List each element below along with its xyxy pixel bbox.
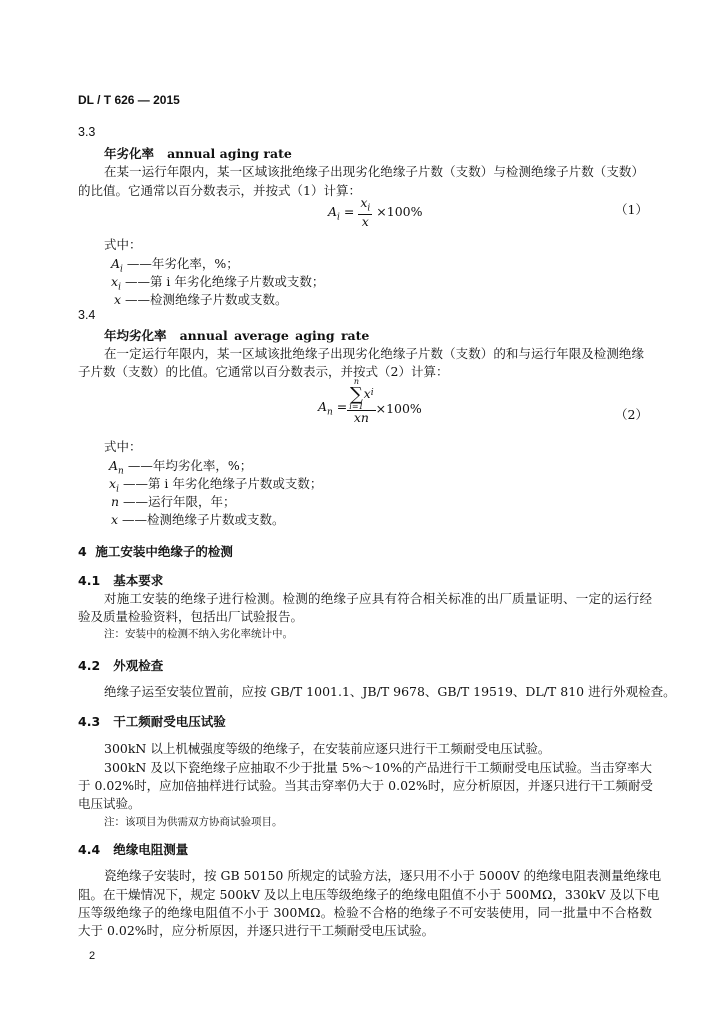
section-title-3-3	[104, 144, 292, 162]
paragraph-line: 验及质量检验资料，包括出厂试验报告。	[78, 609, 304, 624]
paragraph-line: 的比值。它通常以百分数表示，并按式（1）计算：	[78, 183, 361, 198]
chapter-heading-4	[78, 542, 233, 560]
definition-row: $A_n$ ——年均劣化率，%；	[109, 458, 253, 477]
term-cn: 年均劣化率	[104, 328, 167, 343]
eq-numerator-sub: i	[370, 388, 374, 399]
paragraph-line: 300kN 以上机械强度等级的绝缘子，在安装前应逐只进行干工频耐受电压试验。	[104, 741, 551, 756]
where-label: 式中：	[104, 439, 142, 454]
section-heading-4-2: 4.2 外观检查	[78, 658, 164, 673]
paragraph-line: 压等级绝缘子的绝缘电阻值不小于 300MΩ。检验不合格的绝缘子不可安装使用，同一批量中不合格数	[78, 905, 652, 920]
eq-rhs: ×100%	[376, 204, 423, 220]
section-heading-4-4: 4.4 绝缘电阻测量	[78, 842, 189, 857]
section-title-3-4	[104, 326, 369, 344]
note: 注：安装中的检测不纳入劣化率统计中。	[104, 628, 293, 640]
paragraph-line: 瓷绝缘子安装时，按 GB 50150 所规定的试验方法，逐只用不小于 5000V 的绝缘电阻表测量绝缘电	[104, 868, 662, 883]
section-number-3-3: 3.3	[78, 125, 96, 139]
eq-numerator-sub: i	[367, 203, 371, 214]
definition-row: n ——运行年限，年；	[111, 494, 236, 509]
term-cn: 年劣化率	[104, 146, 155, 161]
chapter-title: 施工安装中绝缘子的检测	[95, 544, 233, 559]
eq-lhs: A	[318, 399, 328, 415]
eq-denominator: x	[361, 214, 369, 230]
eq-numerator: x	[363, 386, 371, 402]
definition-row: $A_i$ ——年劣化率，%；	[111, 256, 239, 275]
paragraph-line: 300kN 及以下瓷绝缘子应抽取不少于批量 5%～10%的产品进行干工频耐受电压试验。当击穿率大	[104, 760, 652, 775]
chapter-number: 4	[78, 544, 87, 559]
eq-denominator: xn	[353, 410, 369, 426]
definition-row: x ——检测绝缘子片数或支数。	[114, 292, 288, 307]
paragraph-line: 绝缘子运至安装位置前，应按 GB/T 1001.1、JB/T 9678、GB/T 19519、DL/T 810 进行外观检查。	[104, 684, 676, 699]
equation-2: $A_n$ = n ∑ i=1 x i xn ×100%	[318, 377, 422, 426]
paragraph-line: 阻。在干燥情况下，规定 500kV 及以上电压等级绝缘子的绝缘电阻值不小于 500MΩ，330kV 及以下电	[78, 887, 660, 902]
sum-operator: n ∑ i=1	[349, 377, 364, 411]
section-heading-4-3: 4.3 干工频耐受电压试验	[78, 714, 226, 729]
where-label: 式中：	[104, 237, 142, 252]
sum-lower-limit: i=1	[349, 401, 364, 411]
equation-number-1: （1）	[615, 202, 648, 217]
equation-1: $A_i$ = $\frac{x_i}{x}$ ×100%	[328, 195, 423, 230]
eq-lhs-sub: i	[337, 212, 340, 223]
section-number-3-4: 3.4	[78, 308, 96, 322]
paragraph-line: 在某一运行年限内，某一区域该批绝缘子出现劣化绝缘子片数（支数）与检测绝缘子片数（支数）	[104, 164, 644, 179]
term-en: annual average aging rate	[179, 328, 370, 343]
definition-row: $x_i$ ——第 i 年劣化绝缘子片数或支数；	[111, 274, 325, 293]
note: 注：该项目为供需双方协商试验项目。	[104, 816, 283, 828]
eq-numerator: x	[360, 195, 368, 210]
paragraph-line: 在一定运行年限内，某一区域该批绝缘子出现劣化绝缘子片数（支数）的和与运行年限及检测绝缘	[104, 346, 644, 361]
eq-fraction	[358, 196, 372, 229]
definition-row: $x_i$ ——第 i 年劣化绝缘子片数或支数；	[109, 476, 323, 495]
eq-fraction	[347, 378, 375, 425]
eq-rhs: ×100%	[375, 401, 422, 417]
equation-number-2: （2）	[615, 407, 648, 422]
paragraph-line: 于 0.02%时，应加倍抽样进行试验。当其击穿率仍大于 0.02%时，应分析原因，并逐只进行干工频耐受	[78, 778, 653, 793]
paragraph-line: 大于 0.02%时，应分析原因，并逐只进行干工频耐受电压试验。	[78, 923, 435, 938]
paragraph-line: 子片数（支数）的比值。它通常以百分数表示，并按式（2）计算：	[78, 364, 449, 379]
term-en: annual aging rate	[167, 146, 292, 161]
eq-lhs-sub: n	[327, 407, 333, 418]
section-heading-4-1: 4.1 基本要求	[78, 573, 164, 588]
paragraph-line: 电压试验。	[78, 796, 141, 811]
document-id: DL / T 626 — 2015	[78, 93, 180, 107]
eq-lhs: A	[328, 204, 338, 220]
paragraph-line: 对施工安装的绝缘子进行检测。检测的绝缘子应具有符合相关标准的出厂质量证明、一定的运行经	[104, 591, 652, 606]
sum-upper-limit: n	[353, 377, 360, 386]
definition-row: x ——检测绝缘子片数或支数。	[111, 512, 285, 527]
page-number: 2	[89, 950, 96, 962]
